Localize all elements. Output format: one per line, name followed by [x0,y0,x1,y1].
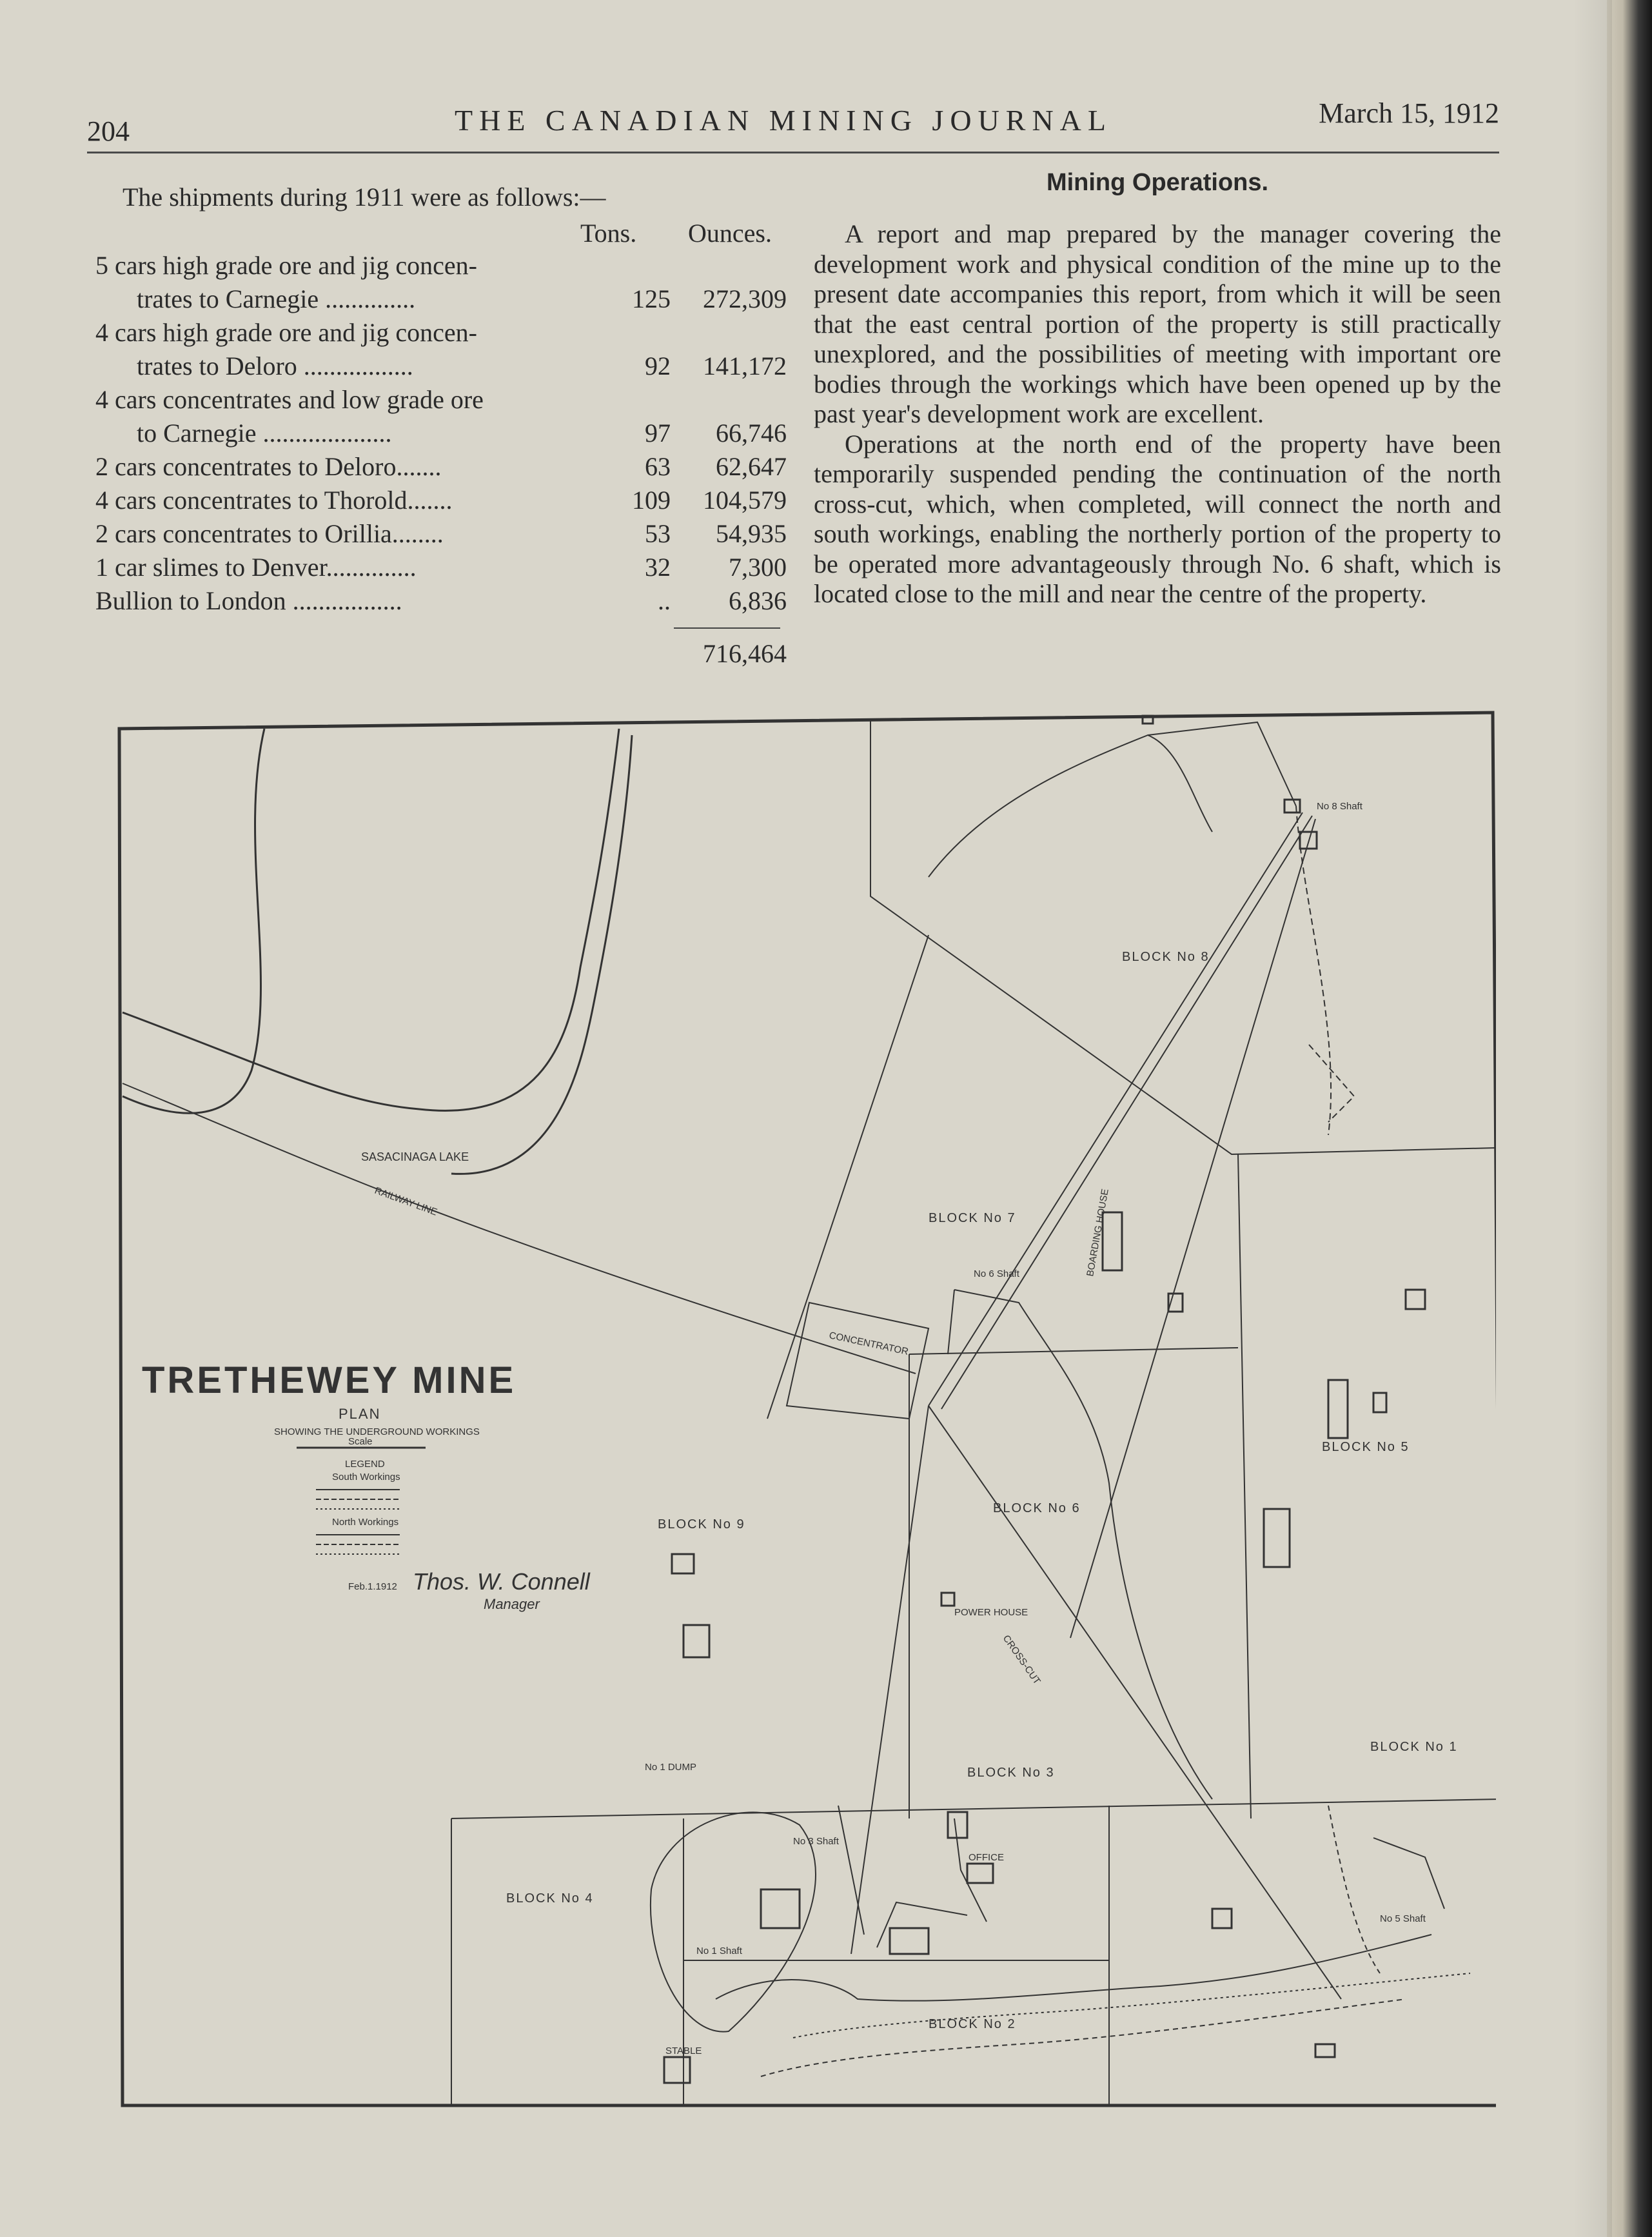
paragraph: A report and map prepared by the manager covering the development work and physical condition of the mine up to the present date accompanies this report, from which it will be seen that the east central portion of the property is still practically unexplored, and the possibilities of meeting with important ore bodies through the workings which have been opened up by the past year's development work are excellent. [814,219,1501,428]
block-label: BLOCK No 1 [1370,1740,1458,1754]
south-workings [793,1973,1470,2038]
shipment-description: 1 car slimes to Denver.............. [95,553,417,582]
north-crosscut [929,813,1303,1406]
middle-workings [948,1290,1212,1799]
crosscut [851,1406,929,1954]
header-rule [87,152,1499,153]
map-date: Feb.1.1912 [348,1581,397,1592]
table-row [90,250,787,284]
page-number: 204 [87,115,130,147]
stable [664,2057,690,2083]
block-label: BLOCK No 8 [1122,950,1210,964]
article-body [814,219,1501,609]
block-label: BLOCK No 4 [506,1891,594,1906]
legend-title: LEGEND [345,1459,385,1470]
shipment-description: 4 cars concentrates and low grade ore [95,385,484,414]
shipment-tons: 53 [645,519,671,548]
property-line [1238,1154,1251,1818]
crosscut-label: CROSS-CUT [1000,1633,1043,1687]
power-house [941,1593,954,1606]
stable-label: STABLE [665,2045,702,2056]
shipment-description: Bullion to London ................. [95,586,402,615]
shipment-description: 4 cars concentrates to Thorold....... [95,486,453,515]
south-workings [761,1999,1406,2076]
north-workings [1148,722,1296,806]
table-row [90,586,787,619]
shipment-description: 4 cars high grade ore and jig concen- [95,318,477,347]
ounces-column-head: Ounces. [688,219,772,248]
map-subtitle-2: SHOWING THE UNDERGROUND WORKINGS [274,1426,480,1437]
shipment-tons: 32 [645,553,671,582]
shipment-ounces: 104,579 [703,486,787,515]
shaft-label: No 8 Shaft [1317,801,1362,812]
building [672,1554,694,1573]
building [1212,1909,1232,1928]
shaft-label: No 1 Shaft [696,1946,742,1956]
shipment-ounces: 6,836 [729,586,787,615]
shipment-description: 5 cars high grade ore and jig concen- [95,251,477,280]
block-label: BLOCK No 2 [929,2017,1016,2031]
page-header [87,97,1499,148]
south-workings [716,1935,1431,2001]
shaft-label: No 3 Shaft [793,1836,839,1847]
building [890,1928,929,1954]
sum-rule [674,627,780,629]
shipment-description: trates to Deloro ................. [137,351,413,380]
page-edge-shadow [1607,0,1652,2237]
tons-column-head: Tons. [580,219,637,248]
shipment-ounces: 7,300 [729,553,787,582]
section-heading: Mining Operations. [1046,169,1269,196]
south-workings [1328,1806,1380,1973]
shipment-description: trates to Carnegie .............. [137,284,416,313]
railway-label: RAILWAY LINE [373,1185,439,1218]
shipment-tons: 63 [645,452,671,481]
office-label: OFFICE [969,1852,1004,1863]
south-workings [1373,1838,1444,1909]
scale-label: Scale [348,1436,373,1447]
issue-date: March 15, 1912 [1319,97,1499,129]
building [948,1812,967,1838]
shipment-tons: .. [658,586,671,615]
building [1300,832,1317,849]
table-row [90,317,787,351]
block-label: BLOCK No 6 [993,1501,1081,1515]
shipment-ounces: 141,172 [703,351,787,380]
map-title: TRETHEWEY MINE [142,1359,516,1401]
lake-shoreline [123,729,619,1110]
shipment-ounces: 272,309 [703,284,787,313]
south-workings [954,1818,987,1922]
block-label: BLOCK No 7 [929,1211,1016,1225]
shaft-label: No 5 Shaft [1380,1913,1426,1924]
property-line [909,1348,1238,1354]
office [967,1864,993,1883]
shipment-tons: 109 [632,486,671,515]
property-line [870,719,1496,1154]
shipment-description: 2 cars concentrates to Orillia........ [95,519,444,548]
manager-signature: Thos. W. Connell [413,1568,590,1595]
north-workings [1309,1045,1354,1122]
shipment-tons: 97 [645,419,671,448]
journal-title: THE CANADIAN MINING JOURNAL [455,104,1112,137]
shipments-intro: The shipments during 1911 were as follows:— [123,182,606,212]
table-row [90,384,787,418]
shipments-column-heads [90,218,793,250]
shaft-label: No 6 Shaft [974,1268,1019,1279]
building [761,1889,800,1928]
lake-label: SASACINAGA LAKE [361,1150,469,1163]
block-label: BLOCK No 3 [967,1766,1055,1780]
power-house-label: POWER HOUSE [954,1607,1028,1618]
table-row [90,418,787,451]
crosscut [1070,819,1315,1638]
no8-shaft-house [1284,800,1300,813]
shipment-tons: 125 [632,284,671,313]
gutter-shade [1573,0,1612,2237]
concentrator-outline [787,1303,929,1419]
table-row [90,485,787,518]
map-drawing [116,709,1496,2109]
table-row [90,451,787,485]
paragraph: Operations at the north end of the property have been temporarily suspended pending the continuation of the north cross-cut, which, when completed, will connect the north and south workings, enabling the northerly portion of the property to be operated more advantageously through No. 6 shaft, which is located close to the mill and near the centre of the property. [814,429,1501,608]
signature-title: Manager [484,1596,540,1612]
concentrator-label: CONCENTRATOR [828,1330,910,1357]
map-subtitle: PLAN [339,1406,381,1422]
legend-south: South Workings [332,1472,400,1483]
crosscut [929,1406,1341,1999]
lake-shoreline [123,729,264,1113]
mine-plan-map [116,709,1496,2109]
north-workings [929,735,1212,877]
boarding-house-label: BOARDING HOUSE [1085,1188,1111,1277]
boarding-house [1103,1212,1122,1270]
building [1315,2044,1335,2057]
shipments-total: 716,464 [703,639,787,668]
building [1406,1290,1425,1309]
north-crosscut [941,816,1312,1409]
property-line [451,1799,1496,1818]
table-row [90,351,787,384]
south-workings [838,1806,864,1935]
table-row [90,518,787,552]
north-workings [1296,806,1331,1135]
table-row [90,552,787,586]
pond [651,1812,816,2031]
map-border [119,713,1496,2105]
shipment-description: 2 cars concentrates to Deloro....... [95,452,442,481]
table-row [90,284,787,317]
boarding-house [1264,1509,1290,1567]
building [1328,1380,1348,1438]
shipment-description: to Carnegie .................... [137,419,392,448]
dump-label: No 1 DUMP [645,1762,697,1773]
shipment-ounces: 62,647 [716,452,787,481]
building [1373,1393,1386,1412]
legend-north: North Workings [332,1517,399,1528]
building [683,1625,709,1657]
block-label: BLOCK No 5 [1322,1440,1410,1454]
shipment-tons: 92 [645,351,671,380]
shipment-ounces: 54,935 [716,519,787,548]
shipment-ounces: 66,746 [716,419,787,448]
block-label: BLOCK No 9 [658,1517,745,1532]
